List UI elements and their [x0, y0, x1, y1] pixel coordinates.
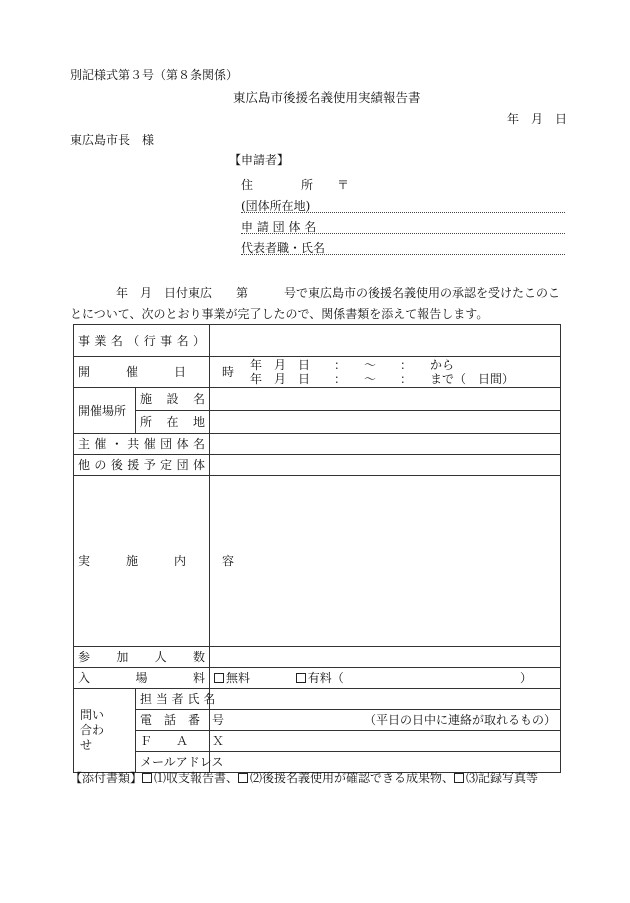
representative-label: 代表者職・氏名	[241, 241, 326, 255]
org-name-label: 申 請 団 体 名	[241, 220, 317, 234]
phone-note: （平日の日中に連絡が取れるもの）	[363, 713, 556, 727]
row-admission	[74, 668, 561, 689]
row-email	[74, 752, 561, 773]
addressee: 東広島市長 様	[70, 133, 155, 147]
email-label: メールアドレス	[136, 752, 210, 773]
attachment-3-checkbox[interactable]	[454, 773, 464, 783]
attachments-line	[70, 771, 538, 785]
applicant-heading: 【申請者】	[229, 153, 290, 167]
phone-label: 電 話 番 号	[136, 710, 210, 731]
row-facility	[74, 388, 561, 411]
body-line-2: とについて、次のとおり事業が完了したので、関係書類を添えて報告します。	[70, 307, 489, 321]
paid-close: ）	[519, 671, 532, 685]
attachment-2: ⑵後援名義使用が確認できる成果物、	[250, 771, 455, 785]
venue-label: 開催場所	[74, 388, 136, 434]
org-location-label: (団体所在地)	[241, 199, 311, 213]
row-organizer	[74, 434, 561, 455]
row-content	[74, 476, 561, 647]
row-phone	[74, 710, 561, 731]
address-label: 住 所 〒	[241, 178, 350, 192]
free-label: 無料	[226, 671, 251, 685]
admission-label: 入 場 料	[74, 668, 210, 689]
date-row-end: 年 月 日 ： 〜 ： まで（ 日間）	[250, 372, 515, 386]
document-title: 東広島市後援名義使用実績報告書	[233, 90, 421, 105]
row-attendance	[74, 647, 561, 668]
attachment-1: ⑴収支報告書、	[154, 771, 239, 785]
person-value[interactable]	[210, 689, 561, 710]
attendance-label: 参 加 人 数	[74, 647, 210, 668]
contact-label-cell	[74, 689, 136, 773]
body-line-1: 年 月 日付東広 第 号で東広島市の後援名義使用の承認を受けたこのこ	[104, 286, 561, 300]
organizer-value[interactable]	[210, 434, 561, 455]
organizer-label: 主 催 ・ 共 催 団 体 名	[74, 434, 210, 455]
row-contact-person	[74, 689, 561, 710]
paid-checkbox[interactable]	[296, 673, 306, 683]
free-checkbox[interactable]	[214, 673, 224, 683]
person-label: 担 当 者 氏 名	[136, 689, 210, 710]
location-label: 所 在 地	[136, 411, 210, 434]
row-other-sponsors	[74, 455, 561, 476]
phone-value[interactable]	[210, 710, 561, 731]
row-dates	[74, 357, 561, 388]
date-line: 年 月 日	[507, 112, 568, 126]
row-location	[74, 411, 561, 434]
content-label: 実 施 内 容	[74, 476, 210, 647]
form-number: 別記様式第３号（第８条関係）	[70, 68, 239, 82]
location-value[interactable]	[210, 411, 561, 434]
attachments-label: 【添付書類】	[70, 771, 143, 785]
attendance-value[interactable]	[210, 647, 561, 668]
facility-label: 施 設 名	[136, 388, 210, 411]
email-value[interactable]	[210, 752, 561, 773]
representative-line	[241, 254, 565, 255]
attachment-2-checkbox[interactable]	[238, 773, 248, 783]
event-name-label: 事 業 名 （ 行 事 名 ）	[74, 325, 210, 357]
admission-value	[210, 668, 561, 689]
attachment-1-checkbox[interactable]	[142, 773, 152, 783]
content-value[interactable]	[210, 476, 561, 647]
event-name-value[interactable]	[210, 325, 561, 357]
facility-value[interactable]	[210, 388, 561, 411]
row-event-name	[74, 325, 561, 357]
other-sponsors-value[interactable]	[210, 455, 561, 476]
dates-label: 開 催 日 時	[74, 357, 210, 388]
report-table	[73, 324, 561, 773]
paid-label: 有料（	[307, 671, 344, 685]
other-sponsors-label: 他 の 後 援 予 定 団 体	[74, 455, 210, 476]
fax-value[interactable]	[210, 731, 561, 752]
org-location-line	[241, 212, 565, 213]
row-fax	[74, 731, 561, 752]
org-name-line	[241, 233, 565, 234]
contact-label: 問い合わせ	[80, 708, 105, 752]
fax-label: Ｆ Ａ Ｘ	[136, 731, 210, 752]
date-row-start: 年 月 日 ： 〜 ： から	[250, 358, 455, 372]
attachment-3: ⑶記録写真等	[466, 771, 539, 785]
